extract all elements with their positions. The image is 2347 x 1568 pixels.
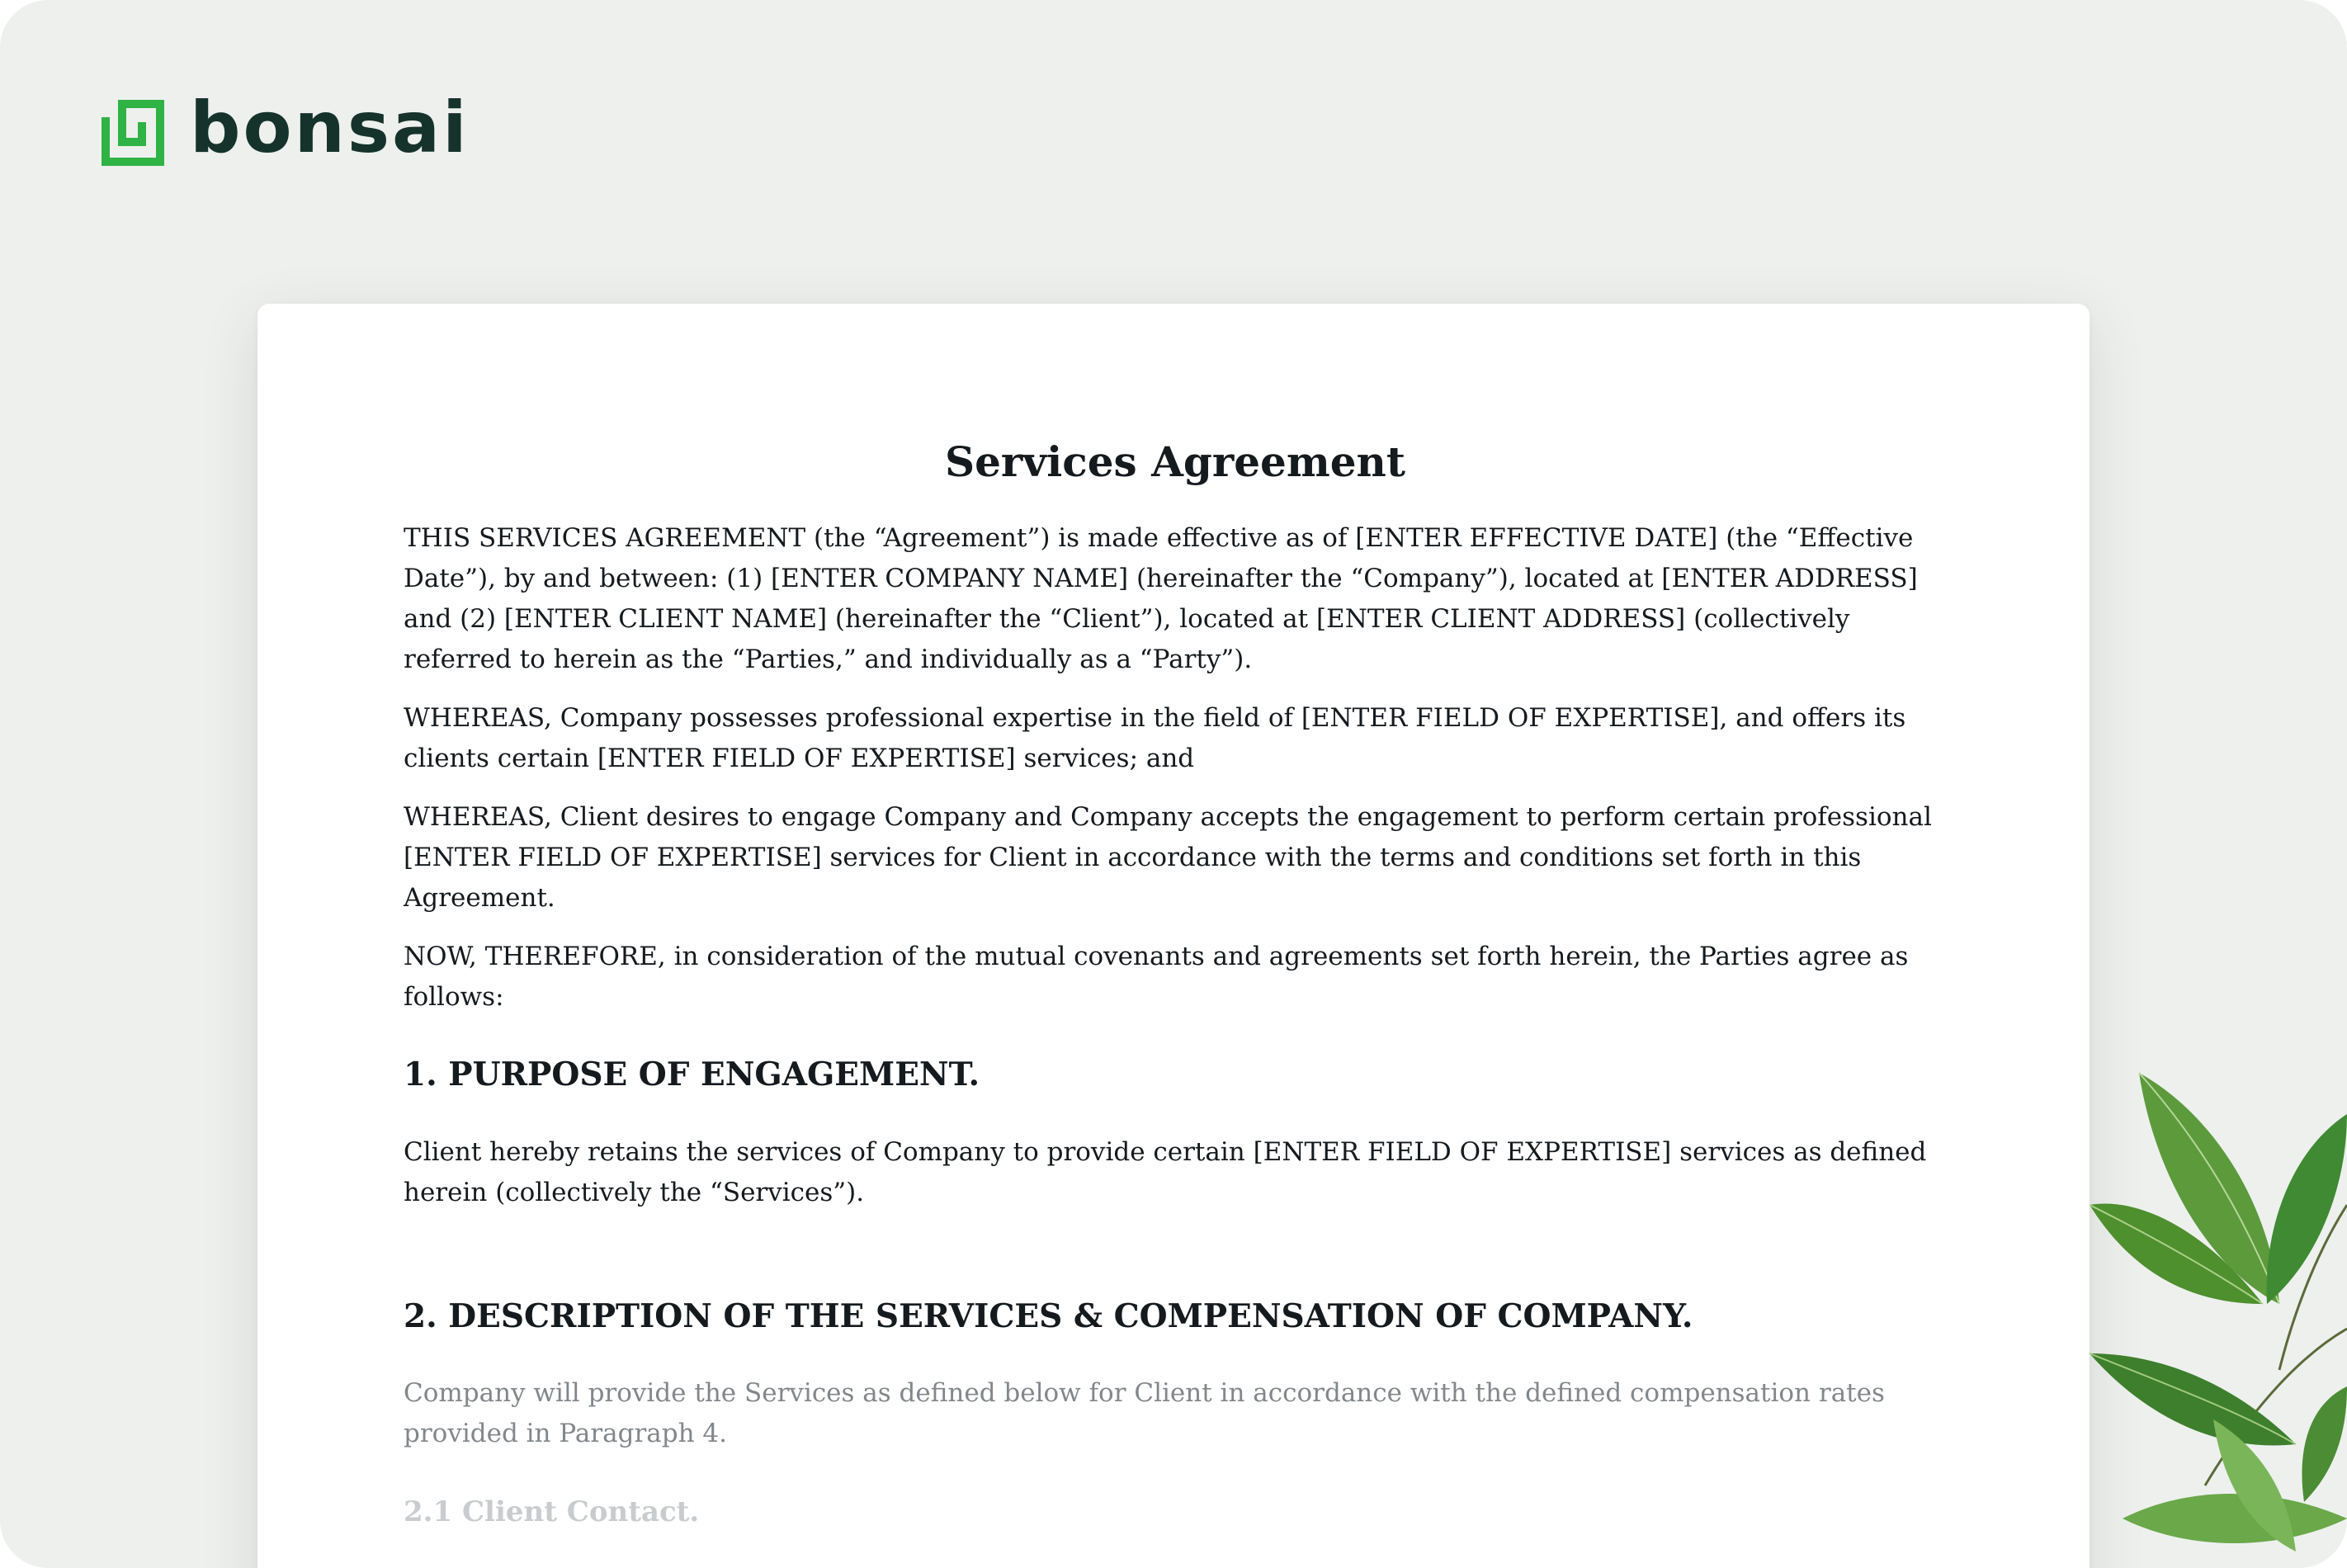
document-page	[257, 304, 2090, 1568]
document-body	[404, 437, 1947, 1531]
now-therefore-paragraph: NOW, THEREFORE, in consideration of the mutual covenants and agreements set forth herein, the Parties agree as follows:	[404, 942, 1909, 1012]
whereas-paragraph-2: WHEREAS, Client desires to engage Company and Company accepts the engagement to perform certain professional [ENTER FIELD OF EXPERTISE] services for Client in accordance with the terms and conditions set forth in this Agreement.	[404, 802, 1932, 913]
whereas-paragraph-1: WHEREAS, Company possesses professional expertise in the field of [ENTER FIELD OF EXPERTISE], and offers its clients certain [ENTER FIELD OF EXPERTISE] services; and	[404, 703, 1906, 773]
section-1-body: Client hereby retains the services of Company to provide certain [ENTER FIELD OF EXPERTISE] services as defined herein (collectively the “Services”).	[404, 1136, 1927, 1207]
section-2-body: Company will provide the Services as defined below for Client in accordance with the defined compensation rates provided in Paragraph 4.	[404, 1378, 1885, 1449]
section-2-1-subheading: 2.1 Client Contact.	[404, 1495, 700, 1529]
plant-leaves-icon	[2090, 1056, 2347, 1568]
document-title: Services Agreement	[944, 437, 1405, 486]
section-1-heading: 1. PURPOSE OF ENGAGEMENT.	[404, 1056, 980, 1093]
agreement-intro-paragraph: THIS SERVICES AGREEMENT (the “Agreement”) is made effective as of [ENTER EFFECTIVE DATE] (the “Effective Date”), by and between: (1) [ENTER COMPANY NAME] (hereinafter the “Company”), located at [ENTER ADDRESS] and (2) [ENTER CLIENT NAME] (hereinafter the “Client”), located at [ENTER CLIENT ADDRESS] (collectively referred to herein as the “Parties,” and individually as a “Party”).	[404, 523, 1918, 674]
brand-name: bonsai	[190, 87, 470, 169]
bonsai-logo[interactable]	[97, 87, 470, 169]
bonsai-logo-icon	[97, 97, 167, 167]
section-2-heading: 2. DESCRIPTION OF THE SERVICES & COMPENSATION OF COMPANY.	[404, 1296, 1693, 1335]
